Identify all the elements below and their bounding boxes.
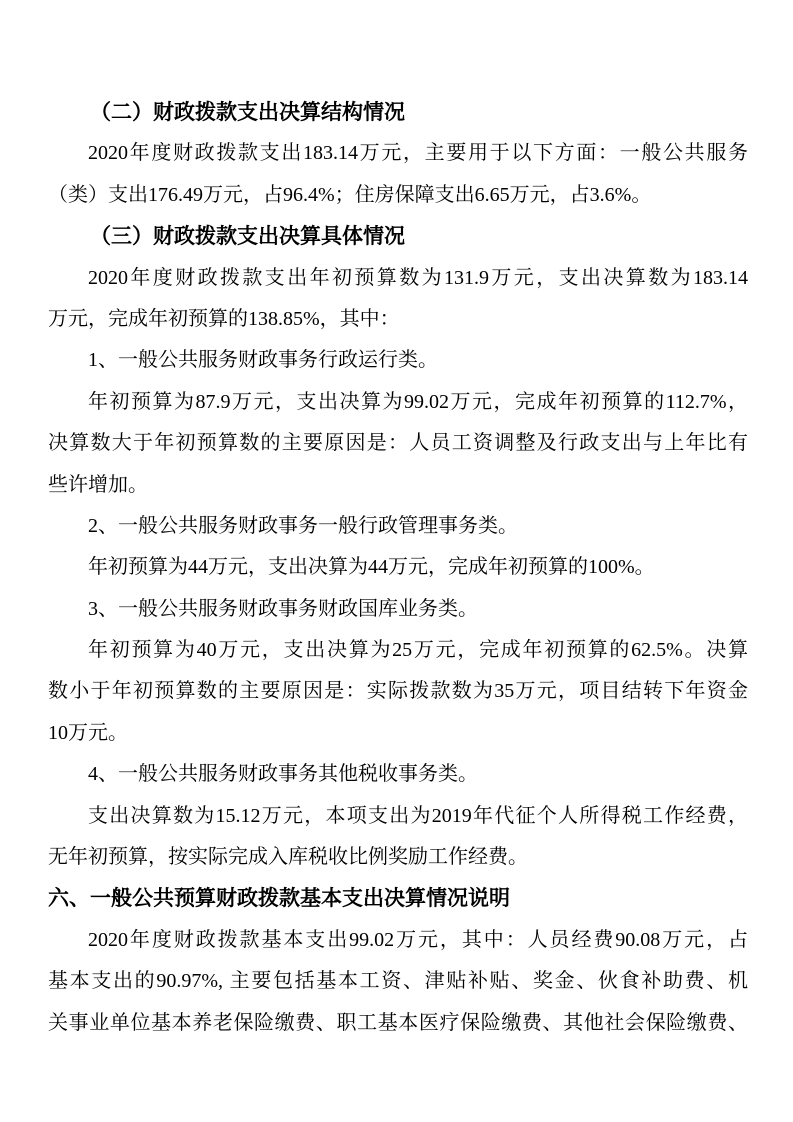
text-line: 年初预算为40万元，支出决算为25万元，完成年初预算的62.5%。决算 [88, 639, 748, 662]
text-line: 1、一般公共服务财政事务行政运行类。 [88, 349, 438, 372]
section-heading: （三）财政拨款支出决算具体情况 [90, 224, 405, 249]
text-line: 2、一般公共服务财政事务一般行政管理事务类。 [88, 514, 518, 537]
section-heading: （二）财政拨款支出决算结构情况 [90, 100, 405, 124]
text-line: 3、一般公共服务财政事务财政国库业务类。 [88, 597, 478, 620]
text-line: 2020年度财政拨款基本支出99.02万元，其中：人员经费90.08万元，占 [88, 928, 748, 951]
text-line: 2020年度财政拨款支出183.14万元，主要用于以下方面：一般公共服务 [88, 142, 748, 165]
text-line: 年初预算为44万元，支出决算为44万元，完成年初预算的100%。 [88, 556, 655, 579]
text-line: 数小于年初预算数的主要原因是：实际拨款数为35万元，项目结转下年资金 [48, 680, 748, 703]
text-line: 决算数大于年初预算数的主要原因是：人员工资调整及行政支出与上年比有 [48, 432, 748, 455]
text-line: 无年初预算，按实际完成入库税收比例奖励工作经费。 [48, 846, 528, 869]
text-line: 基本支出的90.97%, 主要包括基本工资、津贴补贴、奖金、伙食补助费、机 [48, 970, 748, 993]
text-line: 些许增加。 [48, 473, 148, 496]
text-line: （类）支出176.49万元，占96.4%；住房保障支出6.65万元，占3.6%。 [48, 183, 652, 206]
text-line: 万元，完成年初预算的138.85%，其中： [48, 307, 400, 330]
text-line: 年初预算为87.9万元，支出决算为99.02万元，完成年初预算的112.7%， [88, 390, 748, 413]
text-line: 2020年度财政拨款支出年初预算数为131.9万元，支出决算数为183.14 [88, 266, 748, 289]
section-heading: 六、一般公共预算财政拨款基本支出决算情况说明 [48, 886, 510, 911]
text-line: 10万元。 [48, 721, 128, 744]
text-line: 4、一般公共服务财政事务其他税收事务类。 [88, 763, 478, 786]
text-line: 关事业单位基本养老保险缴费、职工基本医疗保险缴费、其他社会保险缴费、 [48, 1011, 748, 1034]
document-body [48, 92, 748, 1044]
text-line: 支出决算数为15.12万元，本项支出为2019年代征个人所得税工作经费， [88, 804, 748, 827]
